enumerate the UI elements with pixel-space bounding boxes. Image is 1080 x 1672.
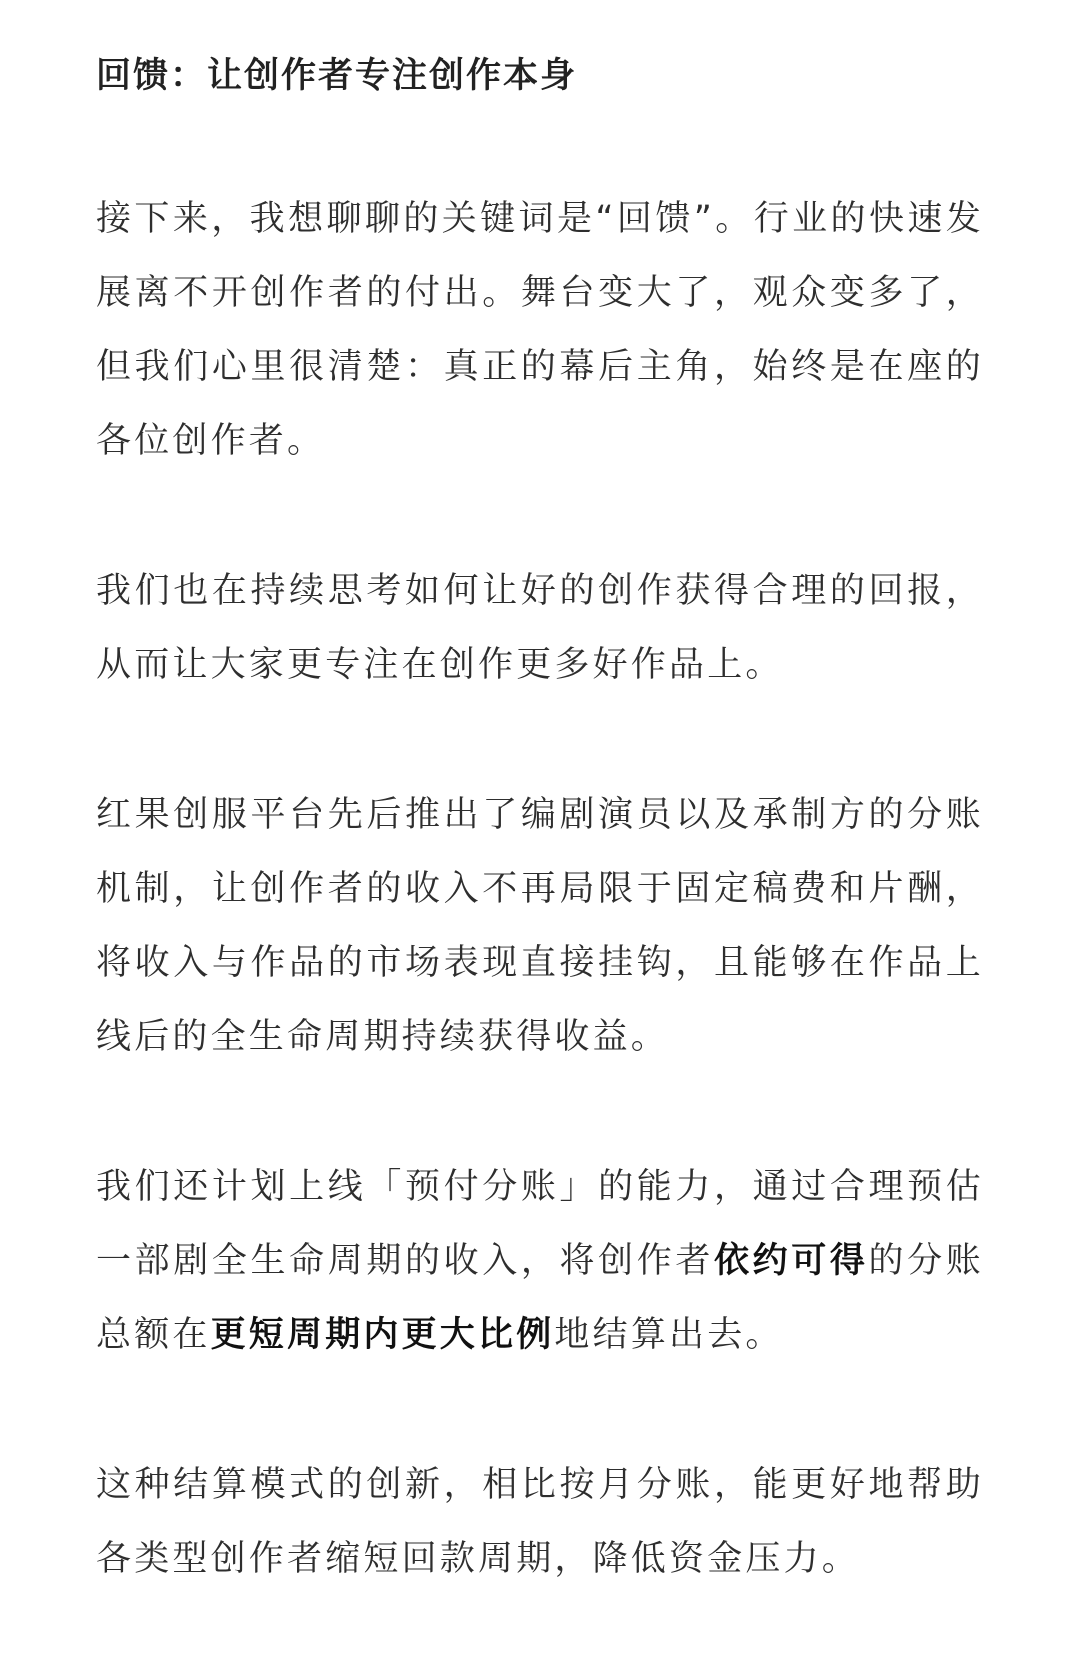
text-segment: 我们还计划上线「预付分账」的能力，通过合理预估一部剧全生命周期的收入，将创作者	[96, 1167, 984, 1281]
section-heading: 回馈：让创作者专注创作本身	[96, 56, 578, 96]
paragraph-settlement-innovation: 这种结算模式的创新，相比按月分账，能更好地帮助各类型创作者缩短回款周期，降低资金压力。	[96, 1465, 984, 1579]
paragraph-feedback-intro: 接下来，我想聊聊的关键词是“回馈”。行业的快速发展离不开创作者的付出。舞台变大了，观众变多了，但我们心里很清楚：真正的幕后主角，始终是在座的各位创作者。	[96, 199, 984, 461]
text-segment: 的分账总额在	[96, 1241, 984, 1355]
paragraph-prepaid-sharing	[96, 1150, 984, 1372]
text-segment: 地结算出去。	[554, 1315, 784, 1355]
bold-text-shorter-cycle: 更短周期内更大比例	[210, 1315, 555, 1355]
bold-text-entitled: 依约可得	[714, 1241, 869, 1281]
article-body	[96, 44, 984, 1672]
paragraph-reasonable-return: 我们也在持续思考如何让好的创作获得合理的回报，从而让大家更专注在创作更多好作品上。	[96, 571, 984, 685]
paragraph-revenue-sharing: 红果创服平台先后推出了编剧演员以及承制方的分账机制，让创作者的收入不再局限于固定稿费和片酬，将收入与作品的市场表现直接挂钩，且能够在作品上线后的全生命周期持续获得收益。	[96, 795, 984, 1057]
